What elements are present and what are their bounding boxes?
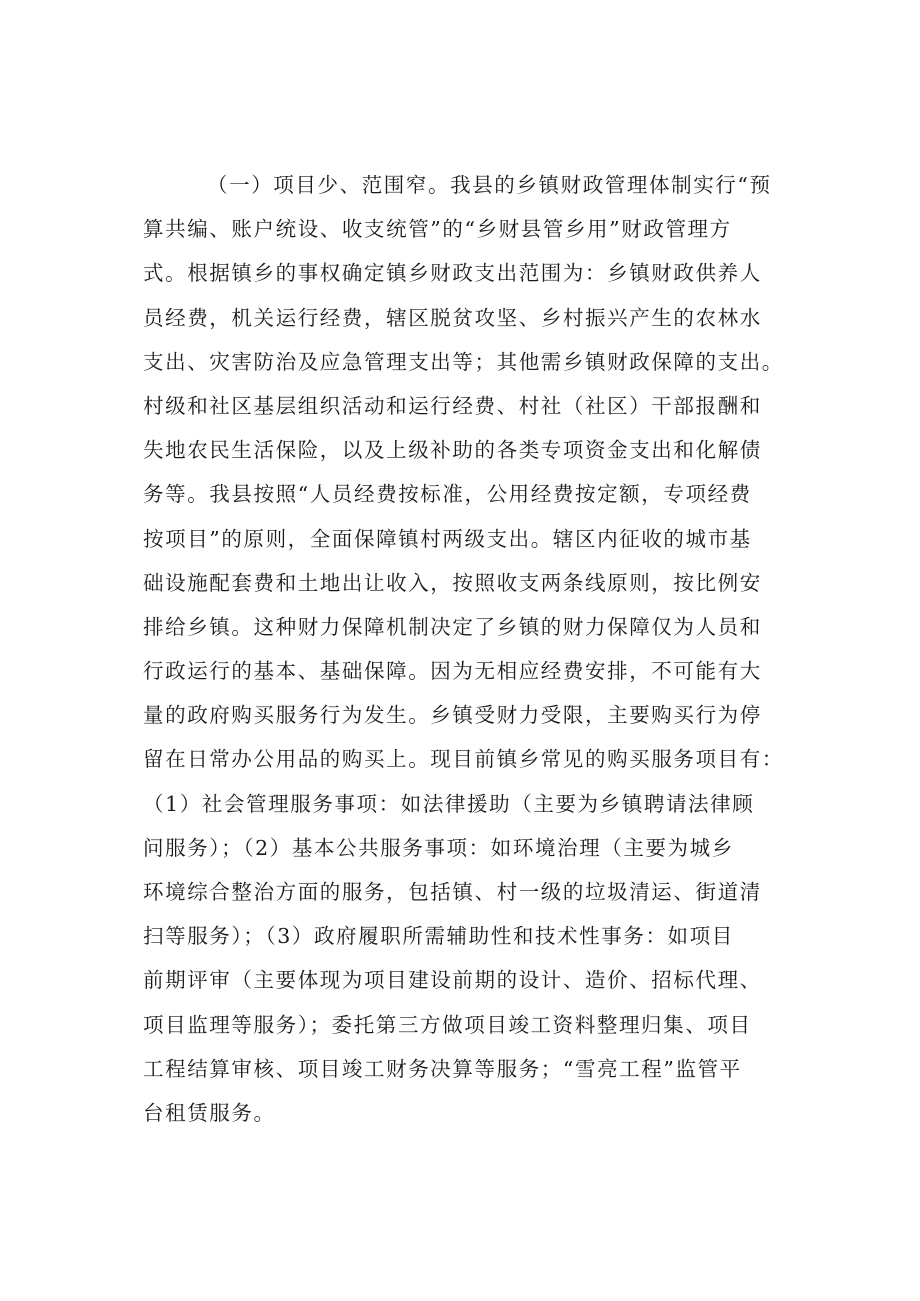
paragraph-line: 村级和社区基层组织活动和运行经费、村社（社区）干部报酬和	[143, 393, 762, 418]
paragraph-line: 失地农民生活保险，以及上级补助的各类专项资金支出和化解债	[143, 438, 762, 463]
body-paragraph	[143, 163, 783, 1135]
paragraph-line: 式。根据镇乡的事权确定镇乡财政支出范围为：乡镇财政供养人	[143, 261, 762, 286]
paragraph-line: 量的政府购买服务行为发生。乡镇受财力受限，主要购买行为停	[143, 703, 762, 728]
paragraph-line: （1）社会管理服务事项：如法律援助（主要为乡镇聘请法律顾	[143, 791, 755, 816]
paragraph-line: 工程结算审核、项目竣工财务决算等服务；“雪亮工程”监管平	[143, 1056, 742, 1081]
paragraph-line: 按项目”的原则，全面保障镇村两级支出。辖区内征收的城市基	[143, 526, 752, 551]
paragraph-line: 算共编、账户统设、收支统管”的“乡财县管乡用”财政管理方	[143, 217, 732, 242]
paragraph-line: 员经费，机关运行经费，辖区脱贫攻坚、乡村振兴产生的农林水	[143, 305, 762, 330]
paragraph-line: 行政运行的基本、基础保障。因为无相应经费安排，不可能有大	[143, 659, 762, 684]
paragraph-line: 前期评审（主要体现为项目建设前期的设计、造价、招标代理、	[143, 968, 762, 993]
paragraph-line: 务等。我县按照“人员经费按标准，公用经费按定额，专项经费	[143, 482, 752, 507]
paragraph-line: （一）项目少、范围窄。我县的乡镇财政管理体制实行“预	[207, 173, 772, 197]
paragraph-line: 问服务）；（2）基本公共服务事项：如环境治理（主要为城乡	[143, 835, 734, 860]
paragraph-line: 础设施配套费和土地出让收入，按照收支两条线原则，按比例安	[143, 570, 762, 595]
paragraph-line: 台租赁服务。	[143, 1100, 276, 1125]
paragraph-line: 项目监理等服务）；委托第三方做项目竣工资料整理归集、项目	[143, 1012, 752, 1037]
paragraph-line: 支出、灾害防治及应急管理支出等；其他需乡镇财政保障的支出。	[143, 349, 784, 374]
paragraph-line: 排给乡镇。这种财力保障机制决定了乡镇的财力保障仅为人员和	[143, 614, 762, 639]
paragraph-line: 留在日常办公用品的购买上。现目前镇乡常见的购买服务项目有：	[143, 747, 784, 772]
paragraph-line: 扫等服务）；（3）政府履职所需辅助性和技术性事务：如项目	[143, 924, 734, 949]
paragraph-line: 环境综合整治方面的服务，包括镇、村一级的垃圾清运、街道清	[143, 880, 762, 904]
